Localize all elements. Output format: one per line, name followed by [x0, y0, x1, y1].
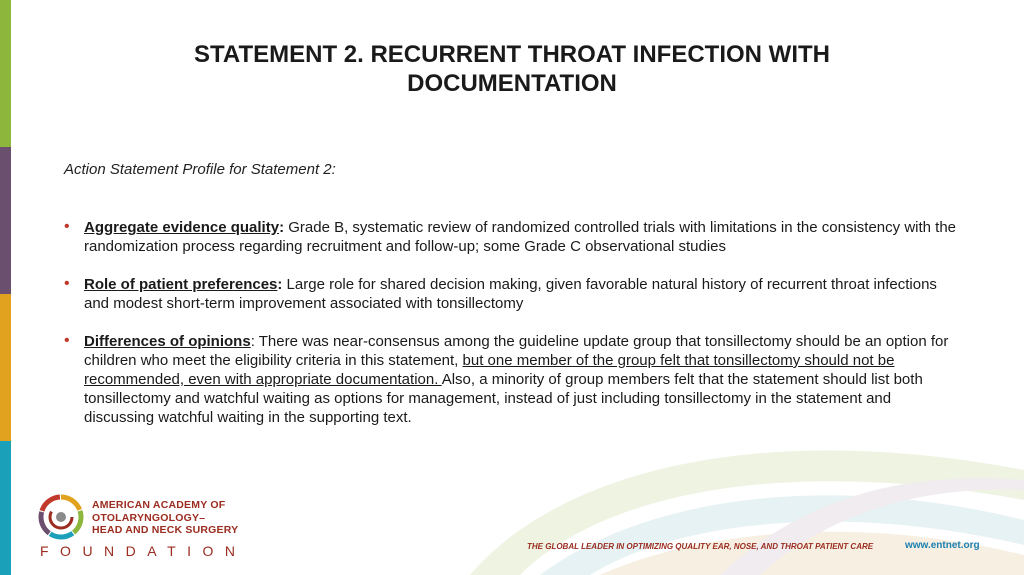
- website-link[interactable]: www.entnet.org: [905, 540, 980, 551]
- slide-title: STATEMENT 2. RECURRENT THROAT INFECTION WITH DOCUMENTATION: [194, 41, 830, 97]
- bullet-separator: :: [250, 333, 255, 350]
- bullet-label: Differences of opinions: [84, 333, 251, 350]
- slide-subtitle: Action Statement Profile for Statement 2:: [64, 161, 336, 178]
- org-name-line: HEAD AND NECK SURGERY: [92, 524, 239, 536]
- bullet-dot: •: [64, 332, 70, 349]
- bullet-text: There was near-consensus among the guideline update group that tonsillectomy should be an option for children who meet the eligibility criteria in this statement,: [84, 333, 949, 369]
- bullet-evidence-quality: [64, 218, 964, 256]
- bullet-label: Aggregate evidence quality: [84, 219, 280, 236]
- footer-tagline: THE GLOBAL LEADER IN OPTIMIZING QUALITY EAR, NOSE, AND THROAT PATIENT CARE: [527, 542, 874, 551]
- bullet-label: Role of patient preferences: [84, 276, 278, 293]
- org-name: [92, 499, 238, 537]
- bullet-text: Also, a minority of group members felt that the statement should list both tonsillectomy and watchful waiting as options for management, instead of just including tonsillectomy in the statement and discussing watchful waiting in the supporting text.: [84, 371, 923, 426]
- foundation-wordmark: FOUNDATION: [40, 543, 247, 559]
- bullet-text-underlined: but one member of the group felt that tonsillectomy should not be recommended, even with appropriate documentation.: [84, 352, 895, 388]
- bullet-text: Large role for shared decision making, given favorable natural history of recurrent throat infections and modest short-term improvement associated with tonsillectomy: [84, 276, 937, 312]
- bullet-text: Grade B, systematic review of randomized controlled trials with limitations in the consistency with the randomization process regarding recruitment and follow-up; some Grade C observational studies: [84, 219, 957, 255]
- org-name-line: AMERICAN ACADEMY OF: [92, 499, 226, 511]
- bullet-differences-opinions: [64, 332, 964, 427]
- bullet-separator: :: [279, 219, 285, 236]
- org-name-line: OTOLARYNGOLOGY–: [92, 511, 206, 524]
- bullet-dot: •: [64, 218, 70, 235]
- bullet-patient-preferences: [64, 275, 964, 313]
- bullet-dot: •: [64, 275, 70, 292]
- aao-hns-foundation-logo-icon: [38, 494, 84, 540]
- bullet-separator: :: [277, 276, 283, 293]
- bullet-list: [64, 218, 964, 446]
